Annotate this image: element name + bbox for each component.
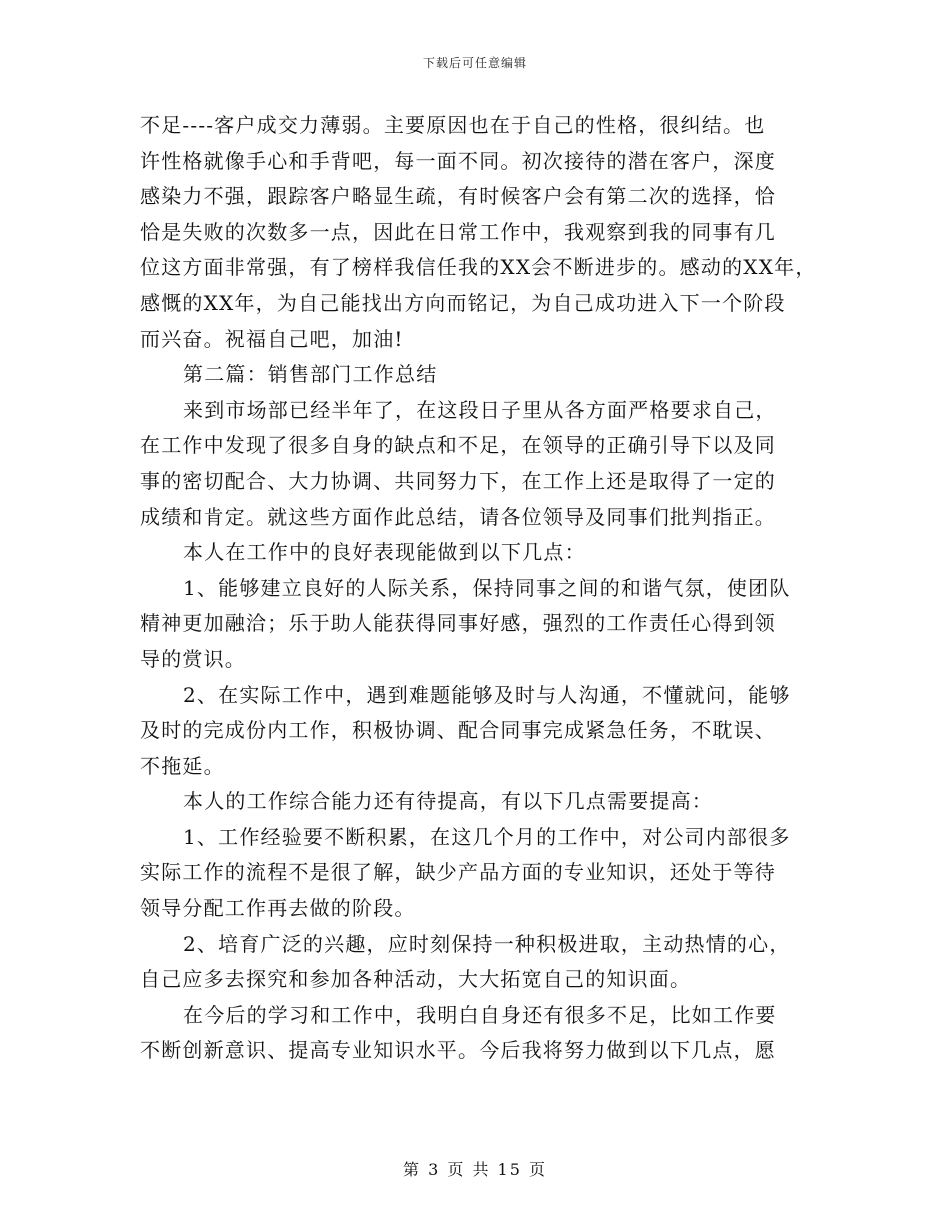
- section-heading: 第二篇：销售部门工作总结: [183, 362, 438, 387]
- page-header-note: 下载后可任意编辑: [422, 56, 527, 70]
- paragraph-line: 位这方面非常强，有了榜样我信任我的XX会不断进步的。感动的XX年，: [140, 255, 817, 280]
- list-item-line: 2、在实际工作中，遇到难题能够及时与人沟通，不懂就问，能够: [183, 682, 791, 707]
- paragraph-line: 在今后的学习和工作中，我明白自身还有很多不足，比如工作要: [183, 1002, 777, 1027]
- list-item-line: 不拖延。: [140, 753, 225, 778]
- list-item-line: 1、工作经验要不断积累，在这几个月的工作中，对公司内部很多: [183, 824, 791, 849]
- paragraph-line: 事的密切配合、大力协调、共同努力下，在工作上还是取得了一定的: [140, 468, 776, 493]
- page-number-footer: 第 3 页 共 15 页: [403, 1160, 547, 1179]
- paragraph-line: 本人在工作中的良好表现能做到以下几点：: [183, 540, 586, 565]
- paragraph-line: 在工作中发现了很多自身的缺点和不足，在领导的正确引导下以及同: [140, 433, 776, 458]
- list-item-line: 领导分配工作再去做的阶段。: [140, 896, 416, 921]
- document-body: [140, 108, 830, 1069]
- paragraph-line: 不足----客户成交力薄弱。主要原因也在于自己的性格，很纠结。也: [140, 113, 766, 137]
- paragraph-line: 成绩和肯定。就这些方面作此总结，请各位领导及同事们批判指正。: [140, 504, 776, 529]
- list-item-line: 及时的完成份内工作，积极协调、配合同事完成紧急任务，不耽误、: [140, 718, 776, 743]
- list-item-line: 2、培育广泛的兴趣，应时刻保持一种积极进取，主动热情的心，: [183, 931, 791, 956]
- paragraph-line: 本人的工作综合能力还有待提高，有以下几点需要提高：: [183, 789, 713, 814]
- list-item-line: 精神更加融洽；乐于助人能获得同事好感，强烈的工作责任心得到领: [140, 611, 776, 636]
- list-item-line: 实际工作的流程不是很了解，缺少产品方面的专业知识，还处于等待: [140, 860, 776, 885]
- list-item-line: 自己应多去探究和参加各种活动，大大拓宽自己的知识面。: [140, 967, 692, 992]
- paragraph-line: 许性格就像手心和手背吧，每一面不同。初次接待的潜在客户，深度: [140, 148, 776, 173]
- paragraph-line: 感慨的XX年，为自己能找出方向而铭记，为自己成功进入下一个阶段: [140, 290, 786, 315]
- paragraph-line: 而兴奋。祝福自己吧，加油!: [140, 326, 404, 351]
- list-item-line: 1、能够建立良好的人际关系，保持同事之间的和谐气氛，使团队: [183, 575, 791, 600]
- paragraph-line: 不断创新意识、提高专业知识水平。今后我将努力做到以下几点，愿: [140, 1038, 776, 1063]
- list-item-line: 导的赏识。: [140, 646, 246, 671]
- paragraph-line: 来到市场部已经半年了，在这段日子里从各方面严格要求自己，: [183, 397, 777, 422]
- paragraph-line: 恰是失败的次数多一点，因此在日常工作中，我观察到我的同事有几: [140, 219, 776, 244]
- paragraph-line: 感染力不强，跟踪客户略显生疏，有时候客户会有第二次的选择，恰: [140, 184, 776, 209]
